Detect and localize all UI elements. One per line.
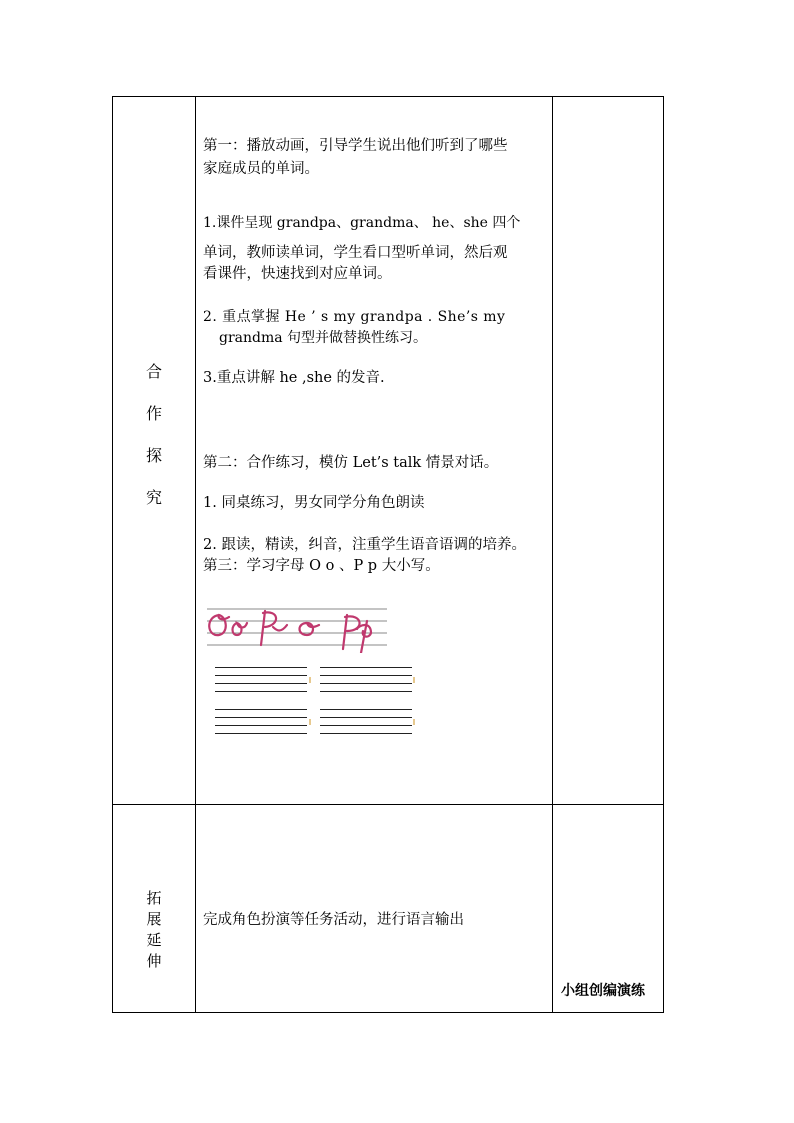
item2-line2: grandma 句型并做替换性练习。 bbox=[219, 330, 428, 346]
label-char: 探 bbox=[145, 446, 162, 465]
label-char: 拓 bbox=[146, 889, 162, 907]
column-divider bbox=[195, 97, 196, 1012]
step2: 第二：合作练习，模仿 Let’s talk 情景对话。 bbox=[203, 455, 499, 471]
practice-lines bbox=[215, 709, 307, 733]
separator-mark bbox=[309, 719, 311, 725]
section-label-extension bbox=[134, 888, 174, 972]
label-char: 延 bbox=[146, 931, 162, 949]
lesson-table bbox=[112, 96, 664, 1013]
item5: 2. 跟读，精读，纠音，注重学生语音语调的培养。 bbox=[203, 537, 526, 553]
item1-line3: 看课件，快速找到对应单词。 bbox=[203, 266, 392, 282]
extension-note: 小组创编演练 bbox=[561, 983, 645, 999]
letter-handwriting-image bbox=[201, 601, 391, 653]
separator-mark bbox=[309, 677, 311, 683]
section-label-cooperation bbox=[134, 359, 174, 527]
item1-line2: 单词，教师读单词，学生看口型听单词，然后观 bbox=[203, 245, 508, 261]
label-char: 合 bbox=[145, 362, 162, 381]
extension-content: 完成角色扮演等任务活动，进行语言输出 bbox=[203, 912, 464, 928]
label-char: 伸 bbox=[146, 952, 162, 970]
item4: 1. 同桌练习，男女同学分角色朗读 bbox=[203, 495, 425, 511]
label-char: 究 bbox=[145, 488, 162, 507]
item3: 3.重点讲解 he ,she 的发音. bbox=[203, 370, 385, 386]
practice-lines bbox=[320, 709, 412, 733]
separator-mark bbox=[413, 677, 415, 683]
separator-mark bbox=[413, 719, 415, 725]
row-divider bbox=[113, 804, 663, 805]
column-divider bbox=[552, 97, 553, 1012]
step1-line1: 第一：播放动画，引导学生说出他们听到了哪些 bbox=[203, 138, 508, 154]
label-char: 作 bbox=[145, 404, 162, 423]
practice-lines bbox=[215, 667, 307, 691]
item1-line1: 1.课件呈现 grandpa、grandma、 he、she 四个 bbox=[203, 215, 521, 231]
item2-line1: 2. 重点掌握 He ’ s my grandpa . She’s my bbox=[203, 309, 506, 325]
step1-line2: 家庭成员的单词。 bbox=[203, 161, 319, 177]
label-char: 展 bbox=[146, 910, 162, 928]
practice-lines bbox=[320, 667, 412, 691]
step3: 第三：学习字母 O o 、P p 大小写。 bbox=[203, 558, 440, 574]
